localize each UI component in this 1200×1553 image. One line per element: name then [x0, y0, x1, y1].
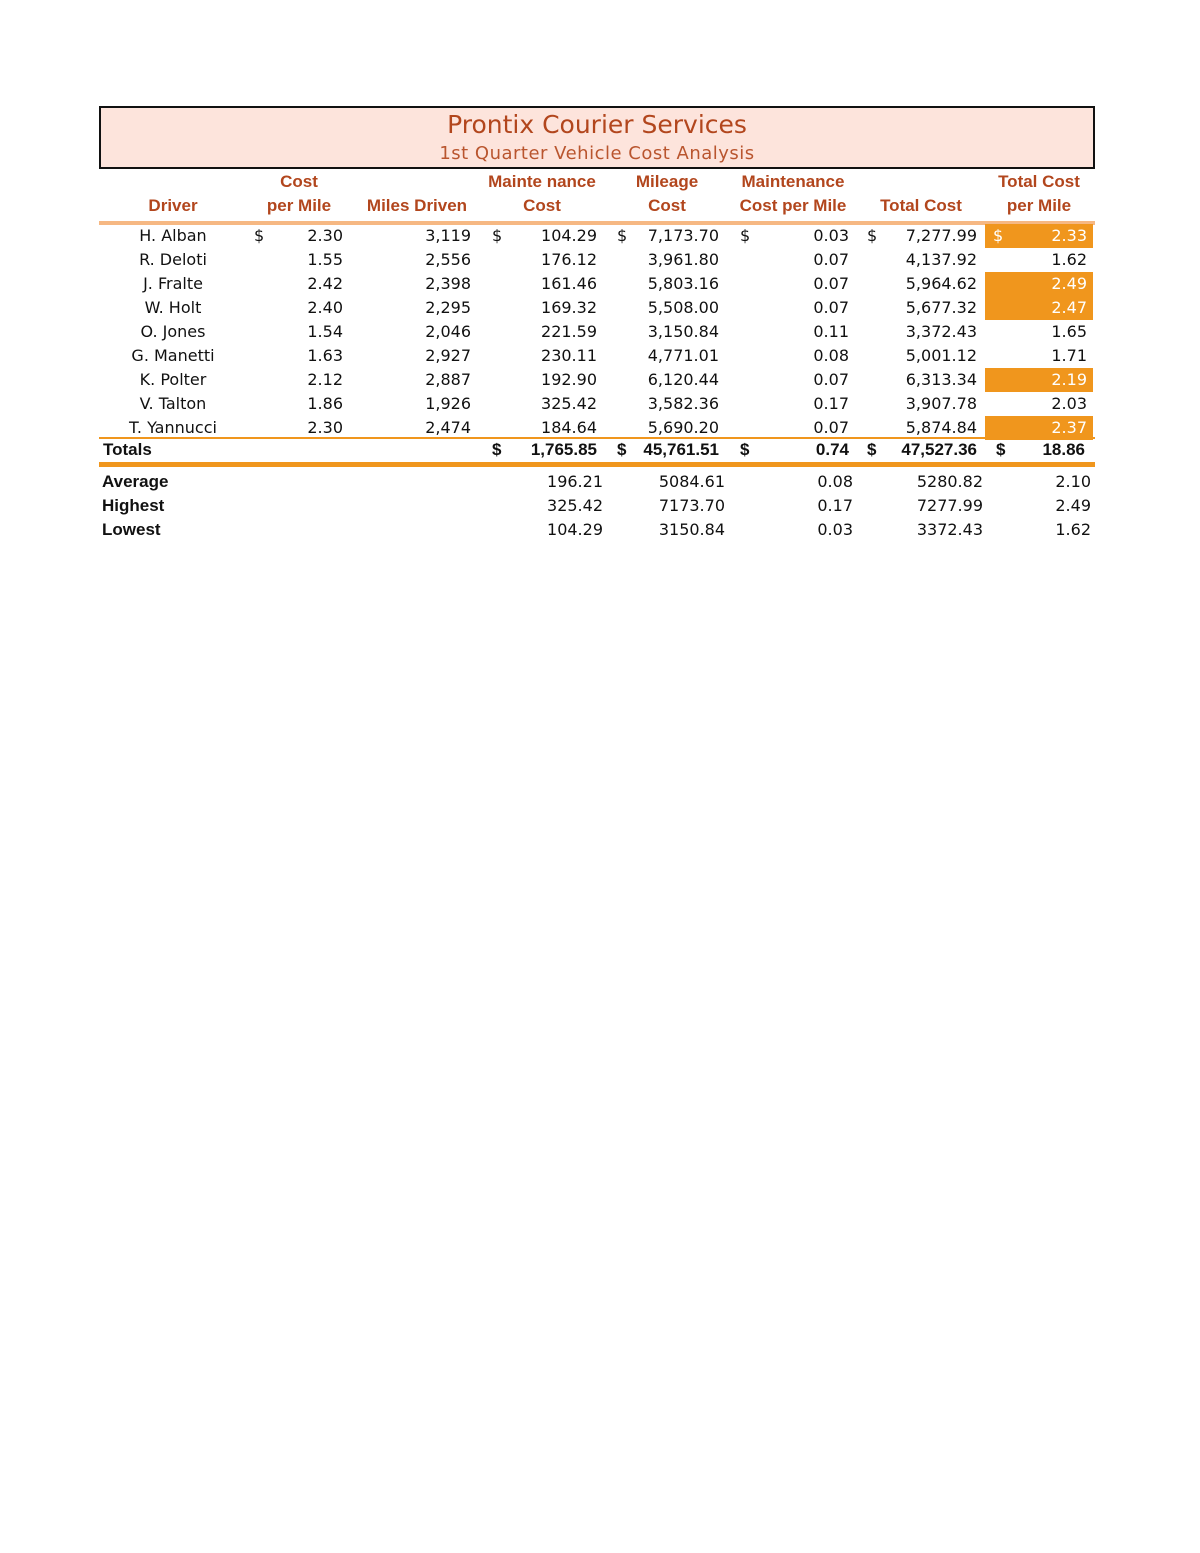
maintenance-cost-per-mile: 0.17	[813, 394, 849, 413]
cost-per-mile: 2.42	[307, 274, 343, 293]
driver-name: R. Deloti	[139, 250, 207, 269]
total-cost-per-mile-cell	[985, 248, 1093, 272]
currency-symbol: $	[867, 440, 877, 459]
currency-symbol: $	[993, 226, 1004, 245]
header-total-cost: Total Cost	[880, 196, 962, 215]
total-cost-per-mile-cell	[985, 344, 1093, 368]
total-cost-per-mile: 2.33	[1051, 226, 1087, 245]
mileage-cost: 5,803.16	[647, 274, 719, 293]
miles-driven: 3,119	[425, 226, 471, 245]
table-row	[99, 344, 1095, 368]
maintenance-cost-per-mile: 0.07	[813, 370, 849, 389]
summary-row	[99, 518, 1095, 542]
miles-driven: 2,927	[425, 346, 471, 365]
currency-symbol: $	[617, 440, 627, 459]
maintenance-cost-per-mile: 0.07	[813, 298, 849, 317]
summary-total-cost-per-mile: 1.62	[1055, 520, 1091, 539]
total-cost-per-mile: 2.19	[1051, 370, 1087, 389]
total-cost: 5,001.12	[905, 346, 977, 365]
currency-symbol: $	[617, 226, 628, 245]
summary-total-cost-per-mile: 2.10	[1055, 472, 1091, 491]
cost-per-mile: 1.86	[307, 394, 343, 413]
total-cost-per-mile-cell	[985, 320, 1093, 344]
total-cost-per-mile: 1.71	[1051, 346, 1087, 365]
summary-total-cost: 7277.99	[916, 496, 983, 515]
header-cost-per-mile: Cost per Mile	[266, 172, 332, 215]
total-cost-per-mile: 1.62	[1051, 250, 1087, 269]
totals-divider-bottom	[99, 462, 1095, 467]
totals-total-cost: 47,527.36	[901, 440, 977, 459]
total-cost-per-mile-cell	[985, 296, 1093, 320]
header-driver: Driver	[148, 196, 198, 215]
table-row	[99, 296, 1095, 320]
miles-driven: 2,295	[425, 298, 471, 317]
summary-maintenance-cost-per-mile: 0.03	[817, 520, 853, 539]
driver-name: K. Polter	[139, 370, 207, 389]
currency-symbol: $	[740, 226, 751, 245]
driver-name: V. Talton	[139, 394, 207, 413]
header-maintenance-cost-per-mile: Maintenance Cost per Mile	[739, 172, 847, 215]
header-miles-driven: Miles Driven	[366, 196, 468, 215]
summary-maintenance-cost: 196.21	[547, 472, 603, 491]
summary-total-cost: 5280.82	[916, 472, 983, 491]
cost-per-mile: 1.55	[307, 250, 343, 269]
table-row	[99, 224, 1095, 248]
table-row	[99, 320, 1095, 344]
maintenance-cost-per-mile: 0.07	[813, 274, 849, 293]
miles-driven: 2,398	[425, 274, 471, 293]
currency-symbol: $	[492, 440, 502, 459]
currency-symbol: $	[492, 226, 503, 245]
mileage-cost: 3,961.80	[647, 250, 719, 269]
summary-mileage-cost: 5084.61	[658, 472, 725, 491]
maintenance-cost: 176.12	[541, 250, 597, 269]
table-row	[99, 368, 1095, 392]
maintenance-cost-per-mile: 0.07	[813, 418, 849, 437]
total-cost-per-mile-cell	[985, 392, 1093, 416]
mileage-cost: 5,690.20	[647, 418, 719, 437]
totals-maintenance-cost: 1,765.85	[530, 440, 597, 459]
page-title: Prontix Courier Services	[447, 110, 747, 139]
summary-mileage-cost: 7173.70	[658, 496, 725, 515]
cost-per-mile: 2.30	[307, 418, 343, 437]
total-cost: 7,277.99	[905, 226, 977, 245]
summary-label: Average	[102, 472, 169, 491]
maintenance-cost: 161.46	[541, 274, 597, 293]
total-cost-per-mile-cell	[985, 224, 1093, 248]
summary-mileage-cost: 3150.84	[658, 520, 725, 539]
total-cost: 4,137.92	[905, 250, 977, 269]
maintenance-cost: 192.90	[541, 370, 597, 389]
maintenance-cost-per-mile: 0.11	[813, 322, 849, 341]
driver-name: T. Yannucci	[129, 418, 217, 437]
miles-driven: 2,887	[425, 370, 471, 389]
currency-symbol: $	[867, 226, 878, 245]
cost-per-mile: 2.30	[307, 226, 343, 245]
maintenance-cost: 184.64	[541, 418, 597, 437]
summary-label: Lowest	[102, 520, 161, 539]
summary-total-cost-per-mile: 2.49	[1055, 496, 1091, 515]
driver-name: O. Jones	[140, 322, 206, 341]
totals-total-cost-per-mile: 18.86	[1042, 440, 1085, 459]
driver-name: J. Fralte	[143, 274, 203, 293]
title-box	[99, 106, 1095, 169]
summary-row	[99, 470, 1095, 494]
cost-per-mile: 2.40	[307, 298, 343, 317]
total-cost-per-mile: 2.47	[1051, 298, 1087, 317]
miles-driven: 2,556	[425, 250, 471, 269]
maintenance-cost: 221.59	[541, 322, 597, 341]
mileage-cost: 7,173.70	[647, 226, 719, 245]
cost-per-mile: 1.63	[307, 346, 343, 365]
total-cost-per-mile: 2.37	[1051, 418, 1087, 437]
summary-maintenance-cost: 104.29	[547, 520, 603, 539]
header-mileage-cost: Mileage Cost	[635, 172, 699, 215]
maintenance-cost: 230.11	[541, 346, 597, 365]
miles-driven: 2,046	[425, 322, 471, 341]
table-row	[99, 248, 1095, 272]
summary-total-cost: 3372.43	[916, 520, 983, 539]
maintenance-cost: 169.32	[541, 298, 597, 317]
miles-driven: 1,926	[425, 394, 471, 413]
table-row	[99, 272, 1095, 296]
total-cost: 5,964.62	[905, 274, 977, 293]
total-cost-per-mile-cell	[985, 272, 1093, 296]
maintenance-cost-per-mile: 0.03	[813, 226, 849, 245]
mileage-cost: 3,150.84	[647, 322, 719, 341]
mileage-cost: 3,582.36	[647, 394, 719, 413]
summary-row	[99, 494, 1095, 518]
maintenance-cost-per-mile: 0.08	[813, 346, 849, 365]
totals-label: Totals	[103, 440, 152, 459]
total-cost: 5,874.84	[905, 418, 977, 437]
total-cost-per-mile: 2.03	[1051, 394, 1087, 413]
miles-driven: 2,474	[425, 418, 471, 437]
header-maintenance-cost: Mainte nance Cost	[488, 172, 596, 215]
mileage-cost: 4,771.01	[647, 346, 719, 365]
total-cost: 3,907.78	[905, 394, 977, 413]
summary-label: Highest	[102, 496, 165, 515]
total-cost-per-mile: 1.65	[1051, 322, 1087, 341]
mileage-cost: 6,120.44	[647, 370, 719, 389]
maintenance-cost: 104.29	[541, 226, 597, 245]
summary-maintenance-cost-per-mile: 0.08	[817, 472, 853, 491]
total-cost-per-mile-cell	[985, 368, 1093, 392]
totals-mileage-cost: 45,761.51	[643, 440, 719, 459]
totals-row	[99, 438, 1095, 462]
header-total-cost-per-mile: Total Cost per Mile	[998, 172, 1080, 215]
cost-per-mile: 1.54	[307, 322, 343, 341]
table-row	[99, 392, 1095, 416]
currency-symbol: $	[254, 226, 265, 245]
currency-symbol: $	[740, 440, 750, 459]
page-subtitle: 1st Quarter Vehicle Cost Analysis	[439, 143, 755, 164]
maintenance-cost-per-mile: 0.07	[813, 250, 849, 269]
maintenance-cost: 325.42	[541, 394, 597, 413]
total-cost: 3,372.43	[905, 322, 977, 341]
driver-name: H. Alban	[139, 226, 207, 245]
totals-maintenance-cost-per-mile: 0.74	[815, 440, 849, 459]
total-cost-per-mile: 2.49	[1051, 274, 1087, 293]
mileage-cost: 5,508.00	[647, 298, 719, 317]
currency-symbol: $	[996, 440, 1006, 459]
total-cost: 6,313.34	[905, 370, 977, 389]
summary-maintenance-cost-per-mile: 0.17	[817, 496, 853, 515]
driver-name: W. Holt	[144, 298, 202, 317]
total-cost: 5,677.32	[905, 298, 977, 317]
cost-per-mile: 2.12	[307, 370, 343, 389]
summary-maintenance-cost: 325.42	[547, 496, 603, 515]
driver-name: G. Manetti	[131, 346, 215, 365]
